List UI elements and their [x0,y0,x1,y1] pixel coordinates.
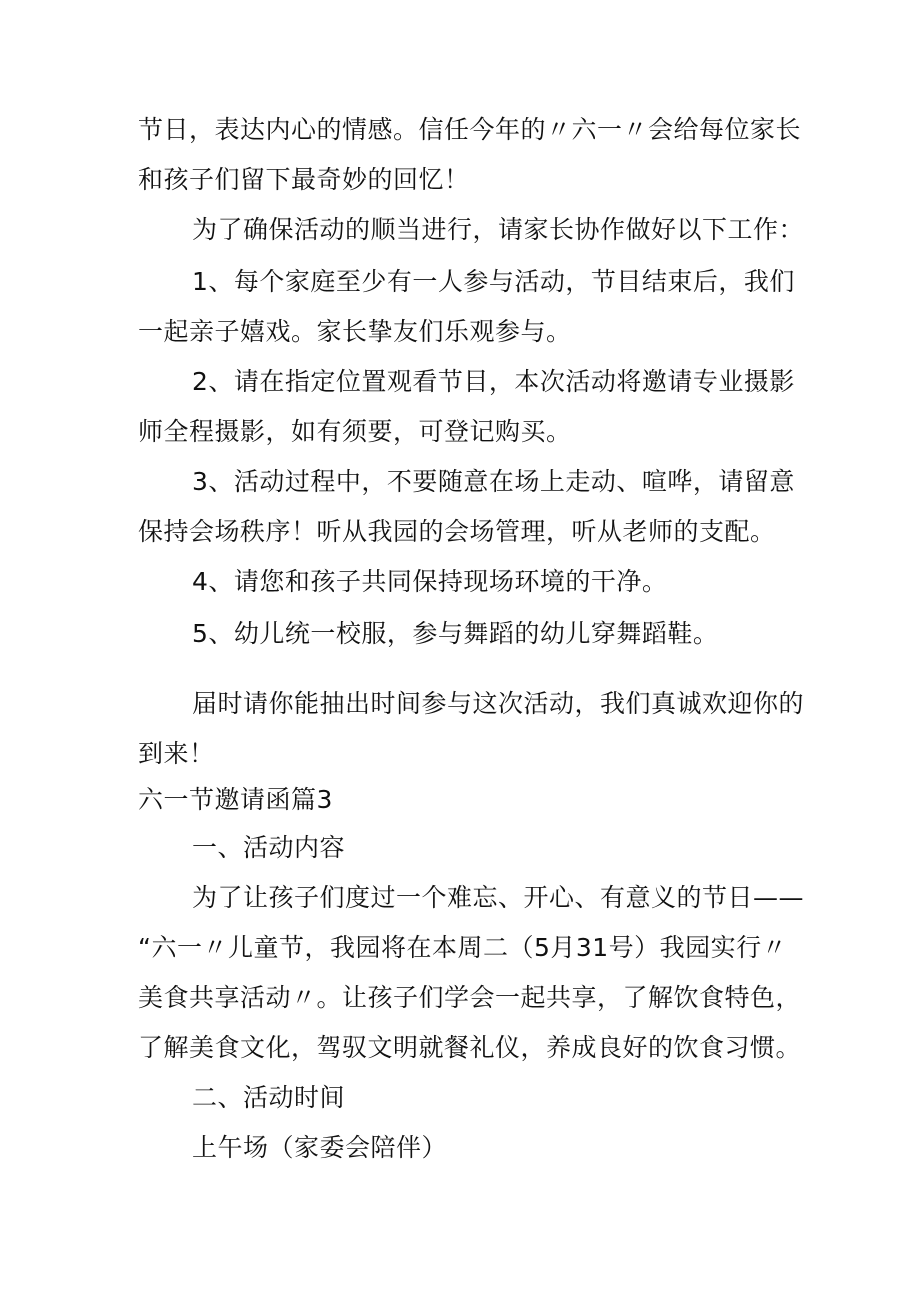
paragraph-line: 到来！ [138,739,215,768]
section-heading: 六一节邀请函篇3 [138,785,333,814]
subsection-heading: 一、活动内容 [192,833,346,862]
paragraph-line: 为了确保活动的顺当进行，请家长协作做好以下工作： [192,215,805,244]
subsection-heading: 二、活动时间 [192,1083,346,1112]
list-item-5-line: 5、幼儿统一校服，参与舞蹈的幼儿穿舞蹈鞋。 [192,619,719,648]
paragraph-line: 节日，表达内心的情感。信任今年的〃六一〃会给每位家长 [138,115,802,144]
list-item-3-line: 3、活动过程中，不要随意在场上走动、喧哗，请留意 [192,467,795,496]
paragraph-line: 和孩子们留下最奇妙的回忆！ [138,165,470,194]
list-item-3-continuation: 保持会场秩序！听从我园的会场管理，听从老师的支配。 [138,517,776,546]
paragraph-line: 美食共享活动〃。让孩子们学会一起共享，了解饮食特色， [138,983,802,1012]
list-item-2-continuation: 师全程摄影，如有须要，可登记购买。 [138,417,572,446]
paragraph-line: 届时请你能抽出时间参与这次活动，我们真诚欢迎你的 [192,689,805,718]
list-item-2-line: 2、请在指定位置观看节目，本次活动将邀请专业摄影 [192,367,795,396]
paragraph-line: 为了让孩子们度过一个难忘、开心、有意义的节日—— [192,883,805,912]
list-item-4-line: 4、请您和孩子共同保持现场环境的干净。 [192,567,668,596]
paragraph-line: 上午场（家委会陪伴） [192,1133,448,1162]
list-item-1-continuation: 一起亲子嬉戏。家长挚友们乐观参与。 [138,317,572,346]
list-item-1-line: 1、每个家庭至少有一人参与活动，节目结束后，我们 [192,267,795,296]
paragraph-line: “六一〃儿童节，我园将在本周二（5月31号）我园实行〃 [138,933,788,962]
paragraph-line: 了解美食文化，驾驭文明就餐礼仪，养成良好的饮食习惯。 [138,1033,802,1062]
